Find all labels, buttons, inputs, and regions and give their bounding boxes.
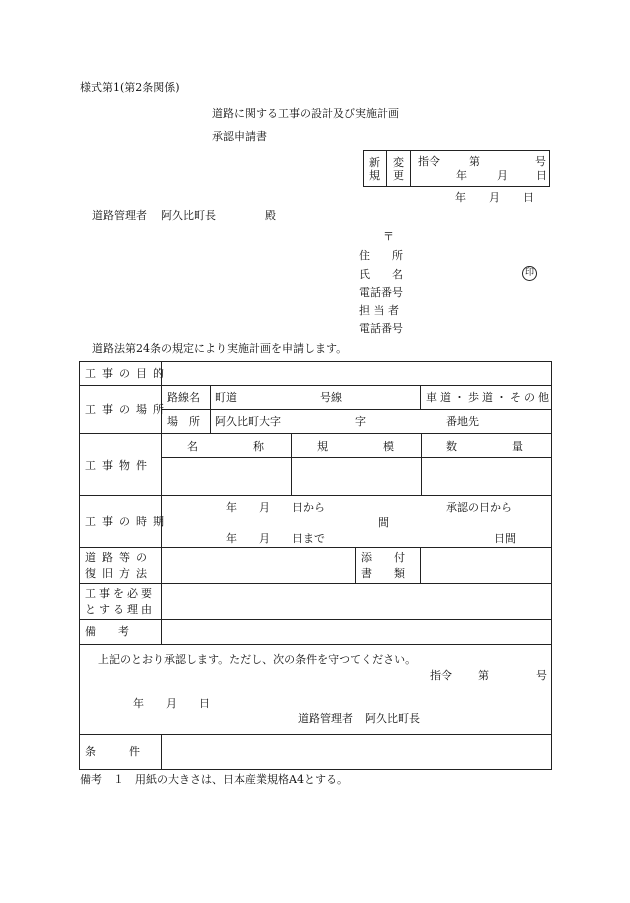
type-change-1: 変: [393, 156, 404, 169]
location-label: 工事の場所: [85, 403, 170, 416]
reason-label-2: とする理由: [85, 603, 155, 616]
conditions-label: 条 件: [85, 745, 140, 758]
addressee-label: 道路管理者: [92, 209, 147, 222]
items-label: 工事物件: [85, 459, 153, 472]
approval-date: 年 月 日: [133, 697, 210, 710]
applicant-name-label: 氏 名: [359, 268, 403, 281]
addressee-name: 阿久比町長: [161, 209, 216, 222]
type-new-1: 新: [369, 156, 380, 169]
approval-text: 上記のとおり承認します。ただし、次の条件を守つてください。: [98, 653, 417, 666]
road-type-options: 車道・歩道・その他: [426, 391, 552, 404]
seal-icon: 印: [522, 266, 537, 281]
applicant-person-label: 担 当 者: [359, 304, 399, 317]
applicant-phone2-label: 電話番号: [359, 322, 403, 335]
period-between: 間: [378, 516, 389, 529]
remarks-label: 備 考: [85, 625, 129, 638]
period-start: 年 月 日から: [226, 501, 325, 514]
place-label: 場 所: [167, 415, 200, 428]
type-dai: 第: [469, 155, 480, 168]
type-nichi: 日: [536, 169, 547, 182]
place-aza: 字: [355, 415, 366, 428]
route-suffix: 号線: [320, 391, 342, 404]
attach-label-2: 書 類: [361, 567, 405, 580]
type-nen: 年: [456, 169, 467, 182]
addressee-honorific: 殿: [265, 209, 276, 222]
items-col-scale: 規 模: [317, 440, 394, 453]
approval-dai: 第: [478, 669, 489, 682]
items-col-qty: 数 量: [446, 440, 523, 453]
period-approval: 承認の日から: [446, 501, 512, 514]
form-title-line2: 承認申請書: [212, 130, 267, 143]
approval-manager-label: 道路管理者: [298, 712, 353, 725]
restore-label-1: 道路等の: [85, 551, 153, 564]
approval-go: 号: [536, 669, 547, 682]
items-col-name: 名 称: [187, 440, 264, 453]
period-end: 年 月 日まで: [226, 532, 325, 545]
date-gatsu: 月: [489, 191, 500, 204]
footnote: 備考 １ 用紙の大きさは、日本産業規格A4とする。: [80, 773, 348, 786]
period-days: 日間: [494, 532, 516, 545]
type-gatsu: 月: [497, 169, 508, 182]
form-number: 様式第1(第2条関係): [80, 81, 180, 94]
period-label: 工事の時期: [85, 515, 170, 528]
attach-label-1: 添 付: [361, 551, 405, 564]
applicant-address-label: 住 所: [359, 249, 403, 262]
postal-mark: 〒: [383, 230, 394, 243]
restore-label-2: 復旧方法: [85, 567, 153, 580]
intro-text: 道路法第24条の規定により実施計画を申請します。: [92, 342, 348, 355]
form-title-line1: 道路に関する工事の設計及び実施計画: [212, 107, 399, 120]
type-change-2: 更: [393, 169, 404, 182]
purpose-label: 工事の目的: [85, 367, 170, 380]
type-go: 号: [535, 155, 546, 168]
route-label: 路線名: [167, 391, 200, 404]
reason-label-1: 工事を必要: [85, 587, 155, 600]
route-value: 町道: [215, 391, 237, 404]
date-nichi: 日: [523, 191, 534, 204]
applicant-phone-label: 電話番号: [359, 286, 403, 299]
date-nen: 年: [455, 191, 466, 204]
place-value: 阿久比町大字: [215, 415, 281, 428]
approval-shirei: 指令: [430, 669, 452, 682]
approval-manager-name: 阿久比町長: [365, 712, 420, 725]
place-banchi: 番地先: [446, 415, 479, 428]
type-shirei: 指令: [418, 155, 440, 168]
type-new-2: 規: [369, 169, 380, 182]
